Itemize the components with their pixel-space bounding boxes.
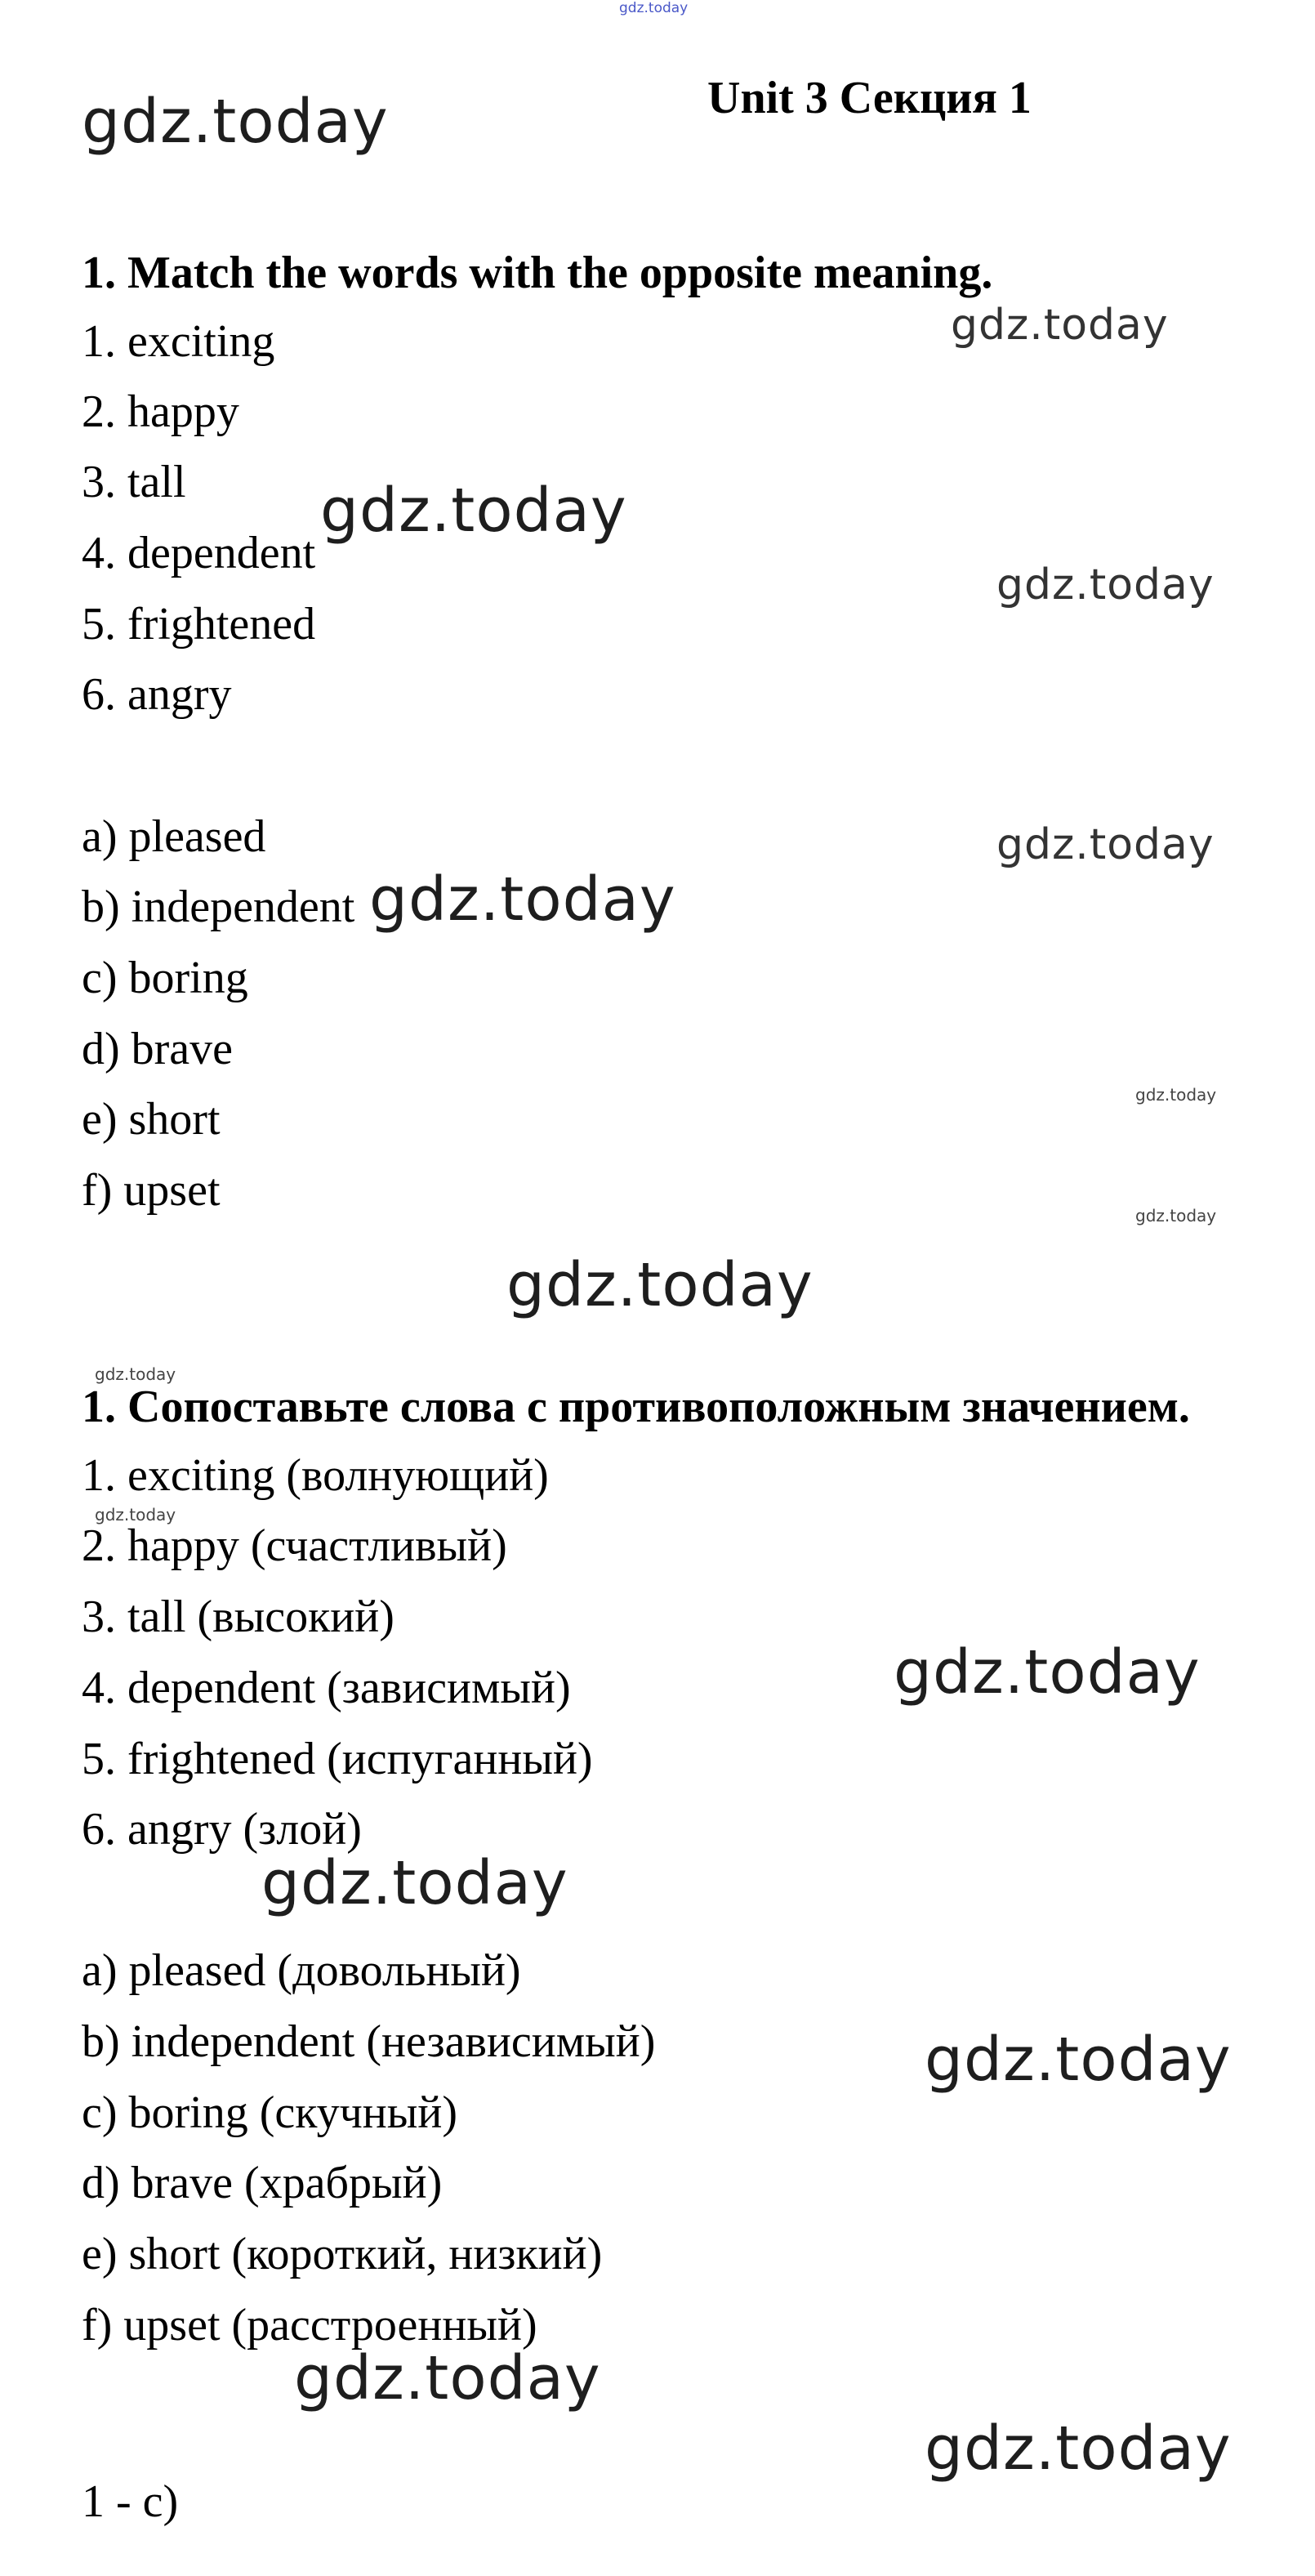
watermark: gdz.today — [996, 820, 1215, 869]
answer-item: 1 - c) — [82, 2476, 179, 2527]
list-item: d) brave (храбрый) — [82, 2158, 443, 2208]
watermark: gdz.today — [369, 864, 676, 935]
list-item: a) pleased — [82, 811, 266, 862]
list-item: 2. happy (счастливый) — [82, 1520, 507, 1571]
list-item: 5. frightened (испуганный) — [82, 1734, 593, 1784]
watermark: gdz.today — [925, 2413, 1232, 2484]
list-item: 6. angry — [82, 669, 232, 720]
list-item: 3. tall (высокий) — [82, 1592, 394, 1642]
watermark: gdz.today — [894, 1637, 1201, 1708]
list-item: 3. tall — [82, 457, 186, 507]
watermark: gdz.today — [82, 87, 389, 157]
section-heading-en: 1. Match the words with the opposite meaning. — [82, 248, 993, 298]
watermark: gdz.today — [951, 301, 1169, 350]
list-item: 5. frightened — [82, 599, 316, 650]
list-item: 4. dependent (зависимый) — [82, 1663, 571, 1713]
list-item: b) independent — [82, 882, 355, 932]
watermark: gdz.today — [506, 1250, 814, 1320]
list-item: b) independent (независимый) — [82, 2016, 656, 2067]
watermark: gdz.today — [1135, 1085, 1217, 1105]
watermark: gdz.today — [925, 2025, 1232, 2095]
list-item: f) upset (расстроенный) — [82, 2300, 537, 2351]
watermark-top: gdz.today — [619, 0, 689, 16]
watermark: gdz.today — [95, 1505, 176, 1525]
list-item: a) pleased (довольный) — [82, 1945, 521, 1996]
watermark: gdz.today — [95, 1364, 176, 1384]
section-heading-ru: 1. Сопоставьте слова с противоположным значением. — [82, 1382, 1190, 1432]
list-item: c) boring — [82, 953, 248, 1003]
watermark: gdz.today — [294, 2343, 601, 2413]
watermark: gdz.today — [996, 560, 1215, 609]
list-item: e) short — [82, 1094, 221, 1145]
list-item: d) brave — [82, 1024, 234, 1074]
list-item: f) upset — [82, 1165, 221, 1216]
list-item: e) short (короткий, низкий) — [82, 2229, 603, 2279]
watermark: gdz.today — [261, 1848, 568, 1918]
page-title: Unit 3 Секция 1 — [707, 73, 1032, 123]
watermark: gdz.today — [1135, 1206, 1217, 1225]
list-item: 6. angry (злой) — [82, 1804, 362, 1855]
list-item: 2. happy — [82, 386, 239, 437]
list-item: 1. exciting (волнующий) — [82, 1450, 549, 1501]
list-item: 1. exciting — [82, 316, 275, 367]
watermark: gdz.today — [320, 475, 627, 546]
list-item: c) boring (скучный) — [82, 2087, 458, 2138]
list-item: 4. dependent — [82, 528, 316, 578]
